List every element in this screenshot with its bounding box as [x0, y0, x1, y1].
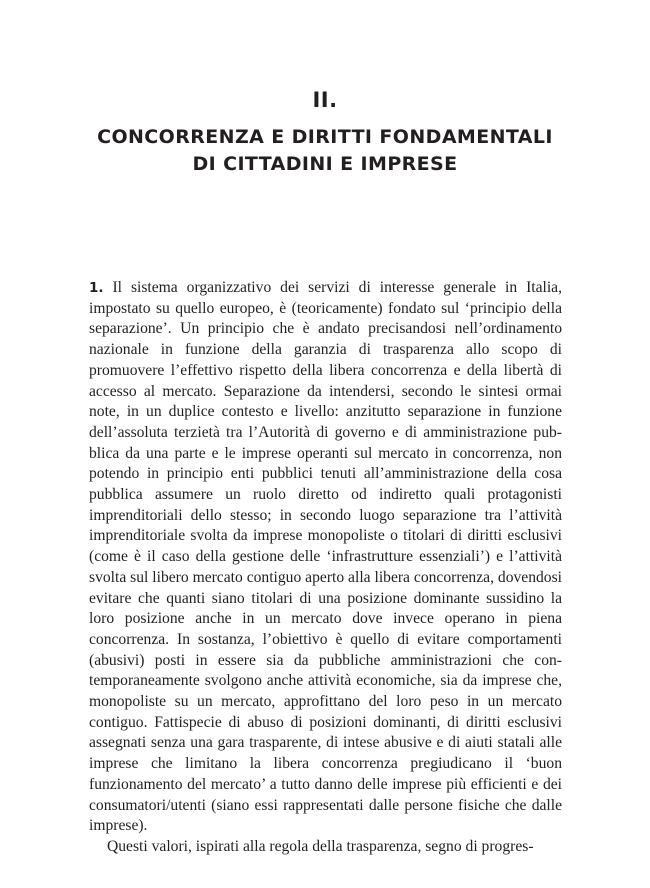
paragraph-1: [89, 278, 562, 837]
chapter-title-line-2: DI CITTADINI E IMPRESE: [192, 153, 458, 175]
paragraph-2: Questi valori, ispirati alla regola della trasparenza, segno di progres-: [107, 837, 534, 855]
paragraph-1-text: Il sistema organizzativo dei servizi di interesse generale in Italia, impostato su quello europeo, è (teoricamente) fondato sul ‘principio della separazione’. Un principio che è andato precisandosi nell’ordinamento nazionale in funzione della garanzia di trasparenza allo scopo di promuovere l’effettivo rispetto della libera concorrenza e della libertà di accesso al mercato. Separazione da intendersi, secondo le sintesi ormai note, in un duplice contesto e livello: anzitutto separazione in funzione dell’assoluta terzietà tra l’Autorità di governo e di amministrazione pubblica da una parte e le imprese operanti sul mercato in concorrenza, non potendo in principio enti pubblici tenuti all’amministrazione della cosa pubblica assumere un ruolo diretto od indiretto quali protagonisti imprenditoriali dello stesso; in secondo luogo separazione tra l’attività imprenditoriale svolta da imprese monopoliste o titolari di diritti esclusivi (come è il caso della gestione delle ‘infrastrutture essenziali’) e l’attività svolta sul libero mercato contiguo aperto alla libera concorrenza, dovendosi evitare che quanti siano titolari di una posizione dominante sussidino la loro posizione anche in un mercato dove invece operano in piena concorrenza. In sostanza, l’obiettivo è quello di evitare comportamenti (abusivi) posti in essere sia da pubbliche amministrazioni che contemporaneamente svolgono anche attività economiche, sia da imprese che, monopoliste su un mercato, approfittano del loro peso in un mercato contiguo. Fattispecie di abuso di posizioni dominanti, di diritti esclusivi assegnati senza una gara trasparente, di intese abusive e di aiuti statali alle imprese che limitano la libera concorrenza pregiudicano il ‘buon funzionamento del mercato’ a tutto danno delle imprese più efficienti e dei consumatori/utenti (siano essi rappresentati dalle persone fisiche che dalle imprese).: [89, 279, 562, 835]
body-text: [89, 278, 562, 858]
chapter-title: [0, 124, 650, 178]
section-number: 1.: [89, 280, 104, 296]
chapter-number: II.: [312, 88, 338, 112]
chapter-title-line-1: CONCORRENZA E DIRITTI FONDAMENTALI: [97, 126, 553, 148]
